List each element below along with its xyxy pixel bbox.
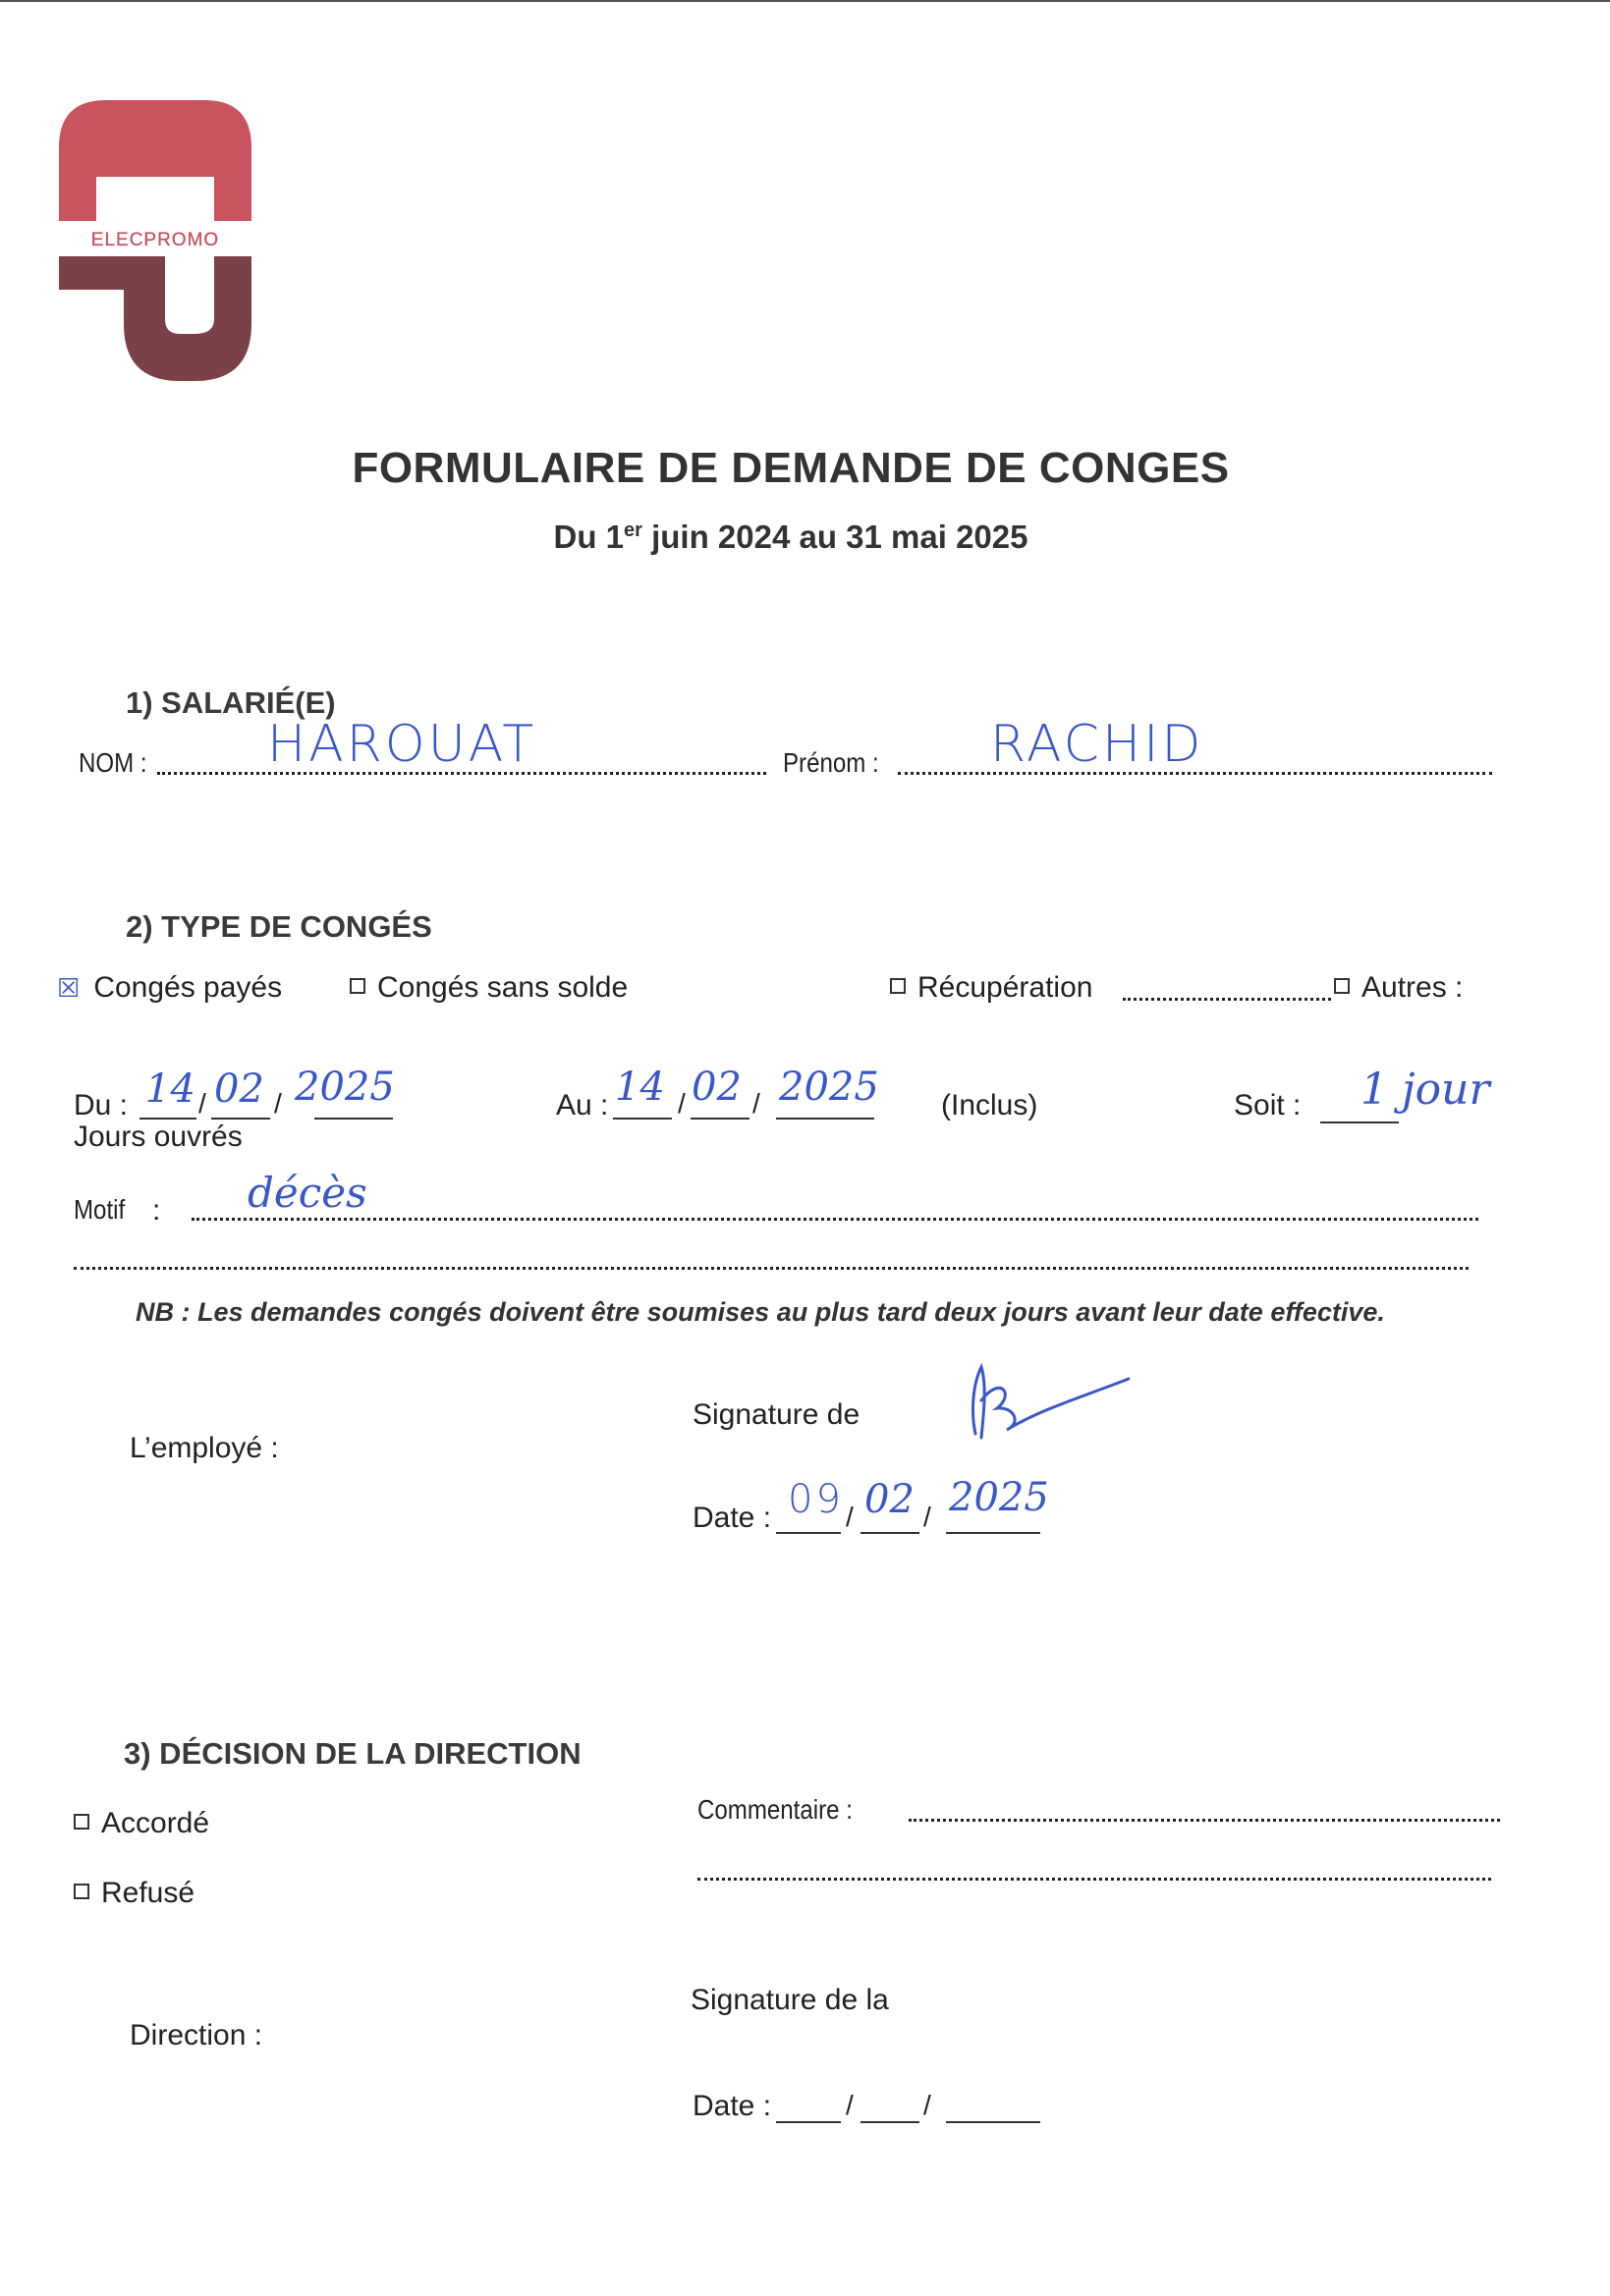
soit-label: Soit : — [1234, 1089, 1302, 1121]
motif-field-line2[interactable] — [74, 1267, 1469, 1270]
checkbox-icon[interactable] — [1334, 978, 1350, 994]
date-separator: / — [846, 1502, 854, 1532]
direction-date-label: Date : — [693, 2090, 772, 2122]
au-day-line[interactable] — [613, 1118, 672, 1120]
option-accorde[interactable]: Accordé — [74, 1807, 209, 1840]
soit-line[interactable] — [1320, 1121, 1399, 1123]
option-conges-payes[interactable]: ☒ Congés payés — [57, 971, 283, 1004]
prenom-value: RACHID — [990, 715, 1204, 774]
form-subtitle: Du 1er juin 2024 au 31 mai 2025 — [553, 519, 1028, 555]
du-label: Du : — [74, 1089, 129, 1121]
date-separator: / — [274, 1088, 282, 1119]
employee-date-month: 02 — [864, 1477, 915, 1522]
du-day-line[interactable] — [139, 1118, 196, 1120]
du-year-value: 2025 — [295, 1065, 395, 1110]
du-month-line[interactable] — [211, 1118, 270, 1120]
du-day-value: 14 — [145, 1066, 195, 1112]
au-year-line[interactable] — [776, 1118, 874, 1120]
checkbox-icon[interactable] — [74, 1884, 89, 1899]
motif-value: décès — [248, 1169, 367, 1217]
elecpromo-logo — [57, 98, 253, 383]
commentaire-label: Commentaire : — [697, 1794, 853, 1825]
direction-date-year-line[interactable] — [946, 2121, 1040, 2123]
section-salarie-heading: 1) SALARIÉ(E) — [126, 685, 336, 720]
date-separator: / — [198, 1088, 206, 1119]
au-month-line[interactable] — [691, 1118, 749, 1120]
motif-colon: : — [152, 1194, 161, 1227]
checkbox-icon[interactable] — [890, 978, 906, 994]
option-recuperation[interactable]: Récupération — [890, 971, 1092, 1005]
prenom-label: Prénom : — [783, 747, 879, 778]
commentaire-field[interactable] — [909, 1819, 1500, 1822]
au-label: Au : — [556, 1089, 609, 1121]
checked-box-icon[interactable]: ☒ — [57, 973, 81, 1003]
employee-signature-label: Signature de — [693, 1398, 861, 1431]
direction-signature-label: Signature de la — [691, 1984, 889, 2016]
option-sans-solde[interactable]: Congés sans solde — [350, 971, 628, 1005]
employee-date-year: 2025 — [949, 1475, 1049, 1520]
soit-value: 1 jour — [1360, 1065, 1490, 1115]
motif-label: Motif — [74, 1194, 126, 1225]
date-separator: / — [846, 2090, 854, 2120]
employee-date-month-line[interactable] — [861, 1532, 919, 1534]
au-year-value: 2025 — [779, 1065, 879, 1110]
nb-note: NB : Les demandes congés doivent être soumises au plus tard deux jours avant leur date effective. — [136, 1297, 1385, 1327]
section-decision-heading: 3) DÉCISION DE LA DIRECTION — [124, 1736, 582, 1771]
direction-label: Direction : — [130, 2019, 263, 2051]
au-day-value: 14 — [615, 1065, 665, 1110]
date-separator: / — [923, 1502, 931, 1532]
employee-date-day: 09 — [788, 1477, 844, 1522]
direction-date-day-line[interactable] — [776, 2121, 841, 2123]
recuperation-field[interactable] — [1123, 998, 1331, 1001]
jours-ouvres-label: Jours ouvrés — [74, 1121, 243, 1153]
checkbox-icon[interactable] — [74, 1814, 89, 1830]
option-refuse[interactable]: Refusé — [74, 1877, 194, 1910]
option-autres[interactable]: Autres : — [1334, 971, 1463, 1005]
inclus-label: (Inclus) — [941, 1089, 1038, 1121]
form-title: FORMULAIRE DE DEMANDE DE CONGES — [352, 444, 1230, 492]
nom-value: HAROUAT — [267, 715, 537, 774]
du-year-line[interactable] — [314, 1118, 393, 1120]
direction-date-month-line[interactable] — [861, 2121, 919, 2123]
employee-date-label: Date : — [693, 1502, 772, 1534]
employee-label: L’employé : — [130, 1432, 279, 1464]
checkbox-icon[interactable] — [350, 978, 365, 994]
employee-date-year-line[interactable] — [946, 1532, 1040, 1534]
date-separator: / — [923, 2090, 931, 2120]
date-separator: / — [752, 1088, 760, 1119]
du-month-value: 02 — [214, 1066, 264, 1112]
logo-text: ELECPROMO — [90, 230, 220, 250]
motif-field[interactable] — [192, 1218, 1478, 1221]
au-month-value: 02 — [692, 1065, 742, 1110]
commentaire-field-line2[interactable] — [697, 1878, 1491, 1881]
nom-label: NOM : — [79, 747, 147, 778]
top-border — [0, 0, 1610, 2]
employee-signature — [968, 1357, 1135, 1446]
date-separator: / — [678, 1088, 686, 1119]
section-type-heading: 2) TYPE DE CONGÉS — [126, 909, 432, 944]
employee-date-day-line[interactable] — [776, 1532, 841, 1534]
